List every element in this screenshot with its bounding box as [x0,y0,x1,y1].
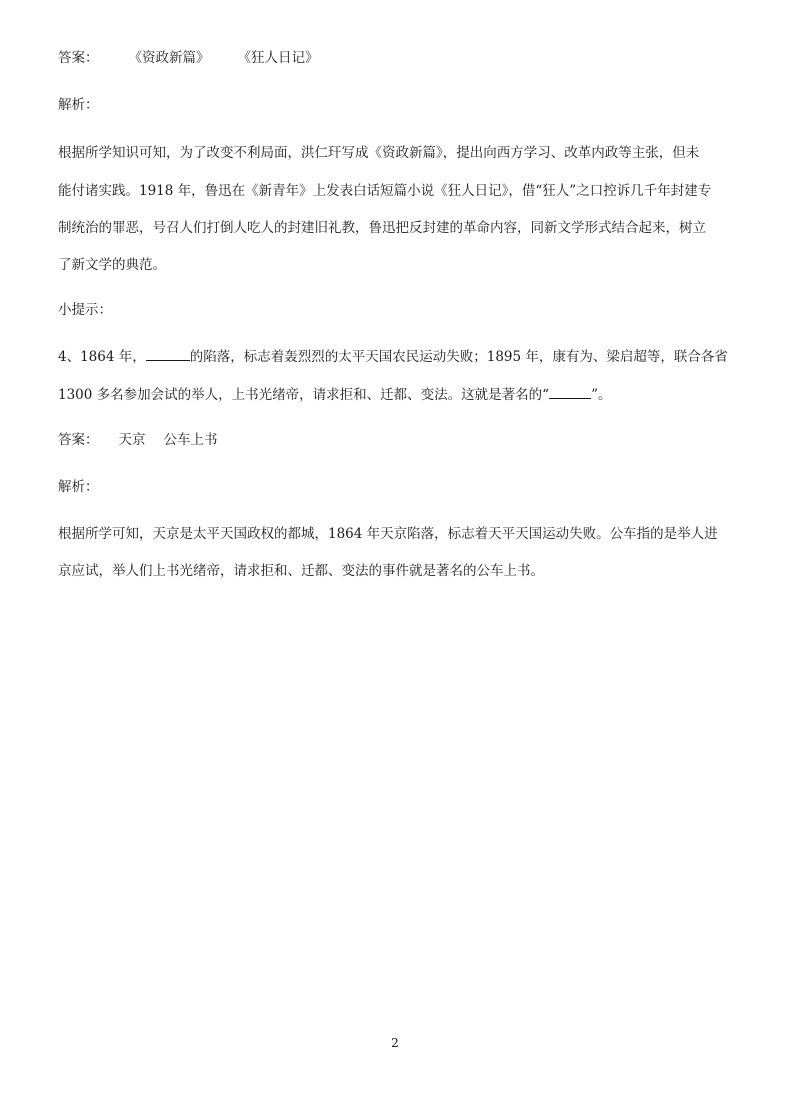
q3-answer-line [58,48,319,68]
q4-analysis-line-2: 京应试，举人们上书光绪帝，请求拒和、迁都、变法的事件就是著名的公车上书。 [58,563,544,579]
q4-answer-1: 天京 [118,432,146,448]
q4-answer-2: 公车上书 [163,432,218,448]
q4-blank-1 [146,346,190,361]
q3-answer-2: 《狂人日记》 [237,50,319,66]
q3-answer-label: 答案： [58,50,99,66]
q4-question-part-2: 的陷落，标志着轰烈烈的太平天国农民运动失败；1895 年，康有为、梁启超等，联合各省 [189,349,728,365]
q3-analysis-line-3: 制统治的罪恶，号召人们打倒人吃人的封建旧礼教，鲁迅把反封建的革命内容，同新文学形式结合起来，树立 [58,220,706,236]
q3-analysis-line-1: 根据所学知识可知，为了改变不利局面，洪仁玕写成《资政新篇》，提出向西方学习、改革内政等主张，但未 [58,145,700,161]
q4-analysis-label: 解析： [58,479,99,495]
q4-question-line-1 [58,346,728,367]
q4-answer-label: 答案： [58,432,99,448]
q4-question-part-1: 4、1864 年， [58,349,146,365]
q3-analysis-line-2: 能付诸实践。1918 年，鲁迅在《新青年》上发表白话短篇小说《狂人日记》，借“狂人”之口控诉几千年封建专 [58,183,712,199]
q4-question-line-2 [58,384,611,405]
q3-answer-1: 《资政新篇》 [128,50,210,66]
q3-hint-label: 小提示： [58,302,112,318]
q3-analysis-line-4: 了新文学的典范。 [58,257,166,273]
q4-blank-2 [549,384,591,399]
page-number: 2 [391,1036,399,1050]
q4-question-part-3: 1300 多名参加会试的举人，上书光绪帝，请求拒和、迁都、变法。这就是著名的“ [58,387,550,403]
q4-analysis-line-1: 根据所学可知，天京是太平天国政权的都城，1864 年天京陷落，标志着天平天国运动失败。公车指的是举人进 [58,526,718,542]
q4-question-part-4: ”。 [591,387,612,403]
q4-answer-line [58,430,218,450]
q3-analysis-label: 解析： [58,97,99,113]
